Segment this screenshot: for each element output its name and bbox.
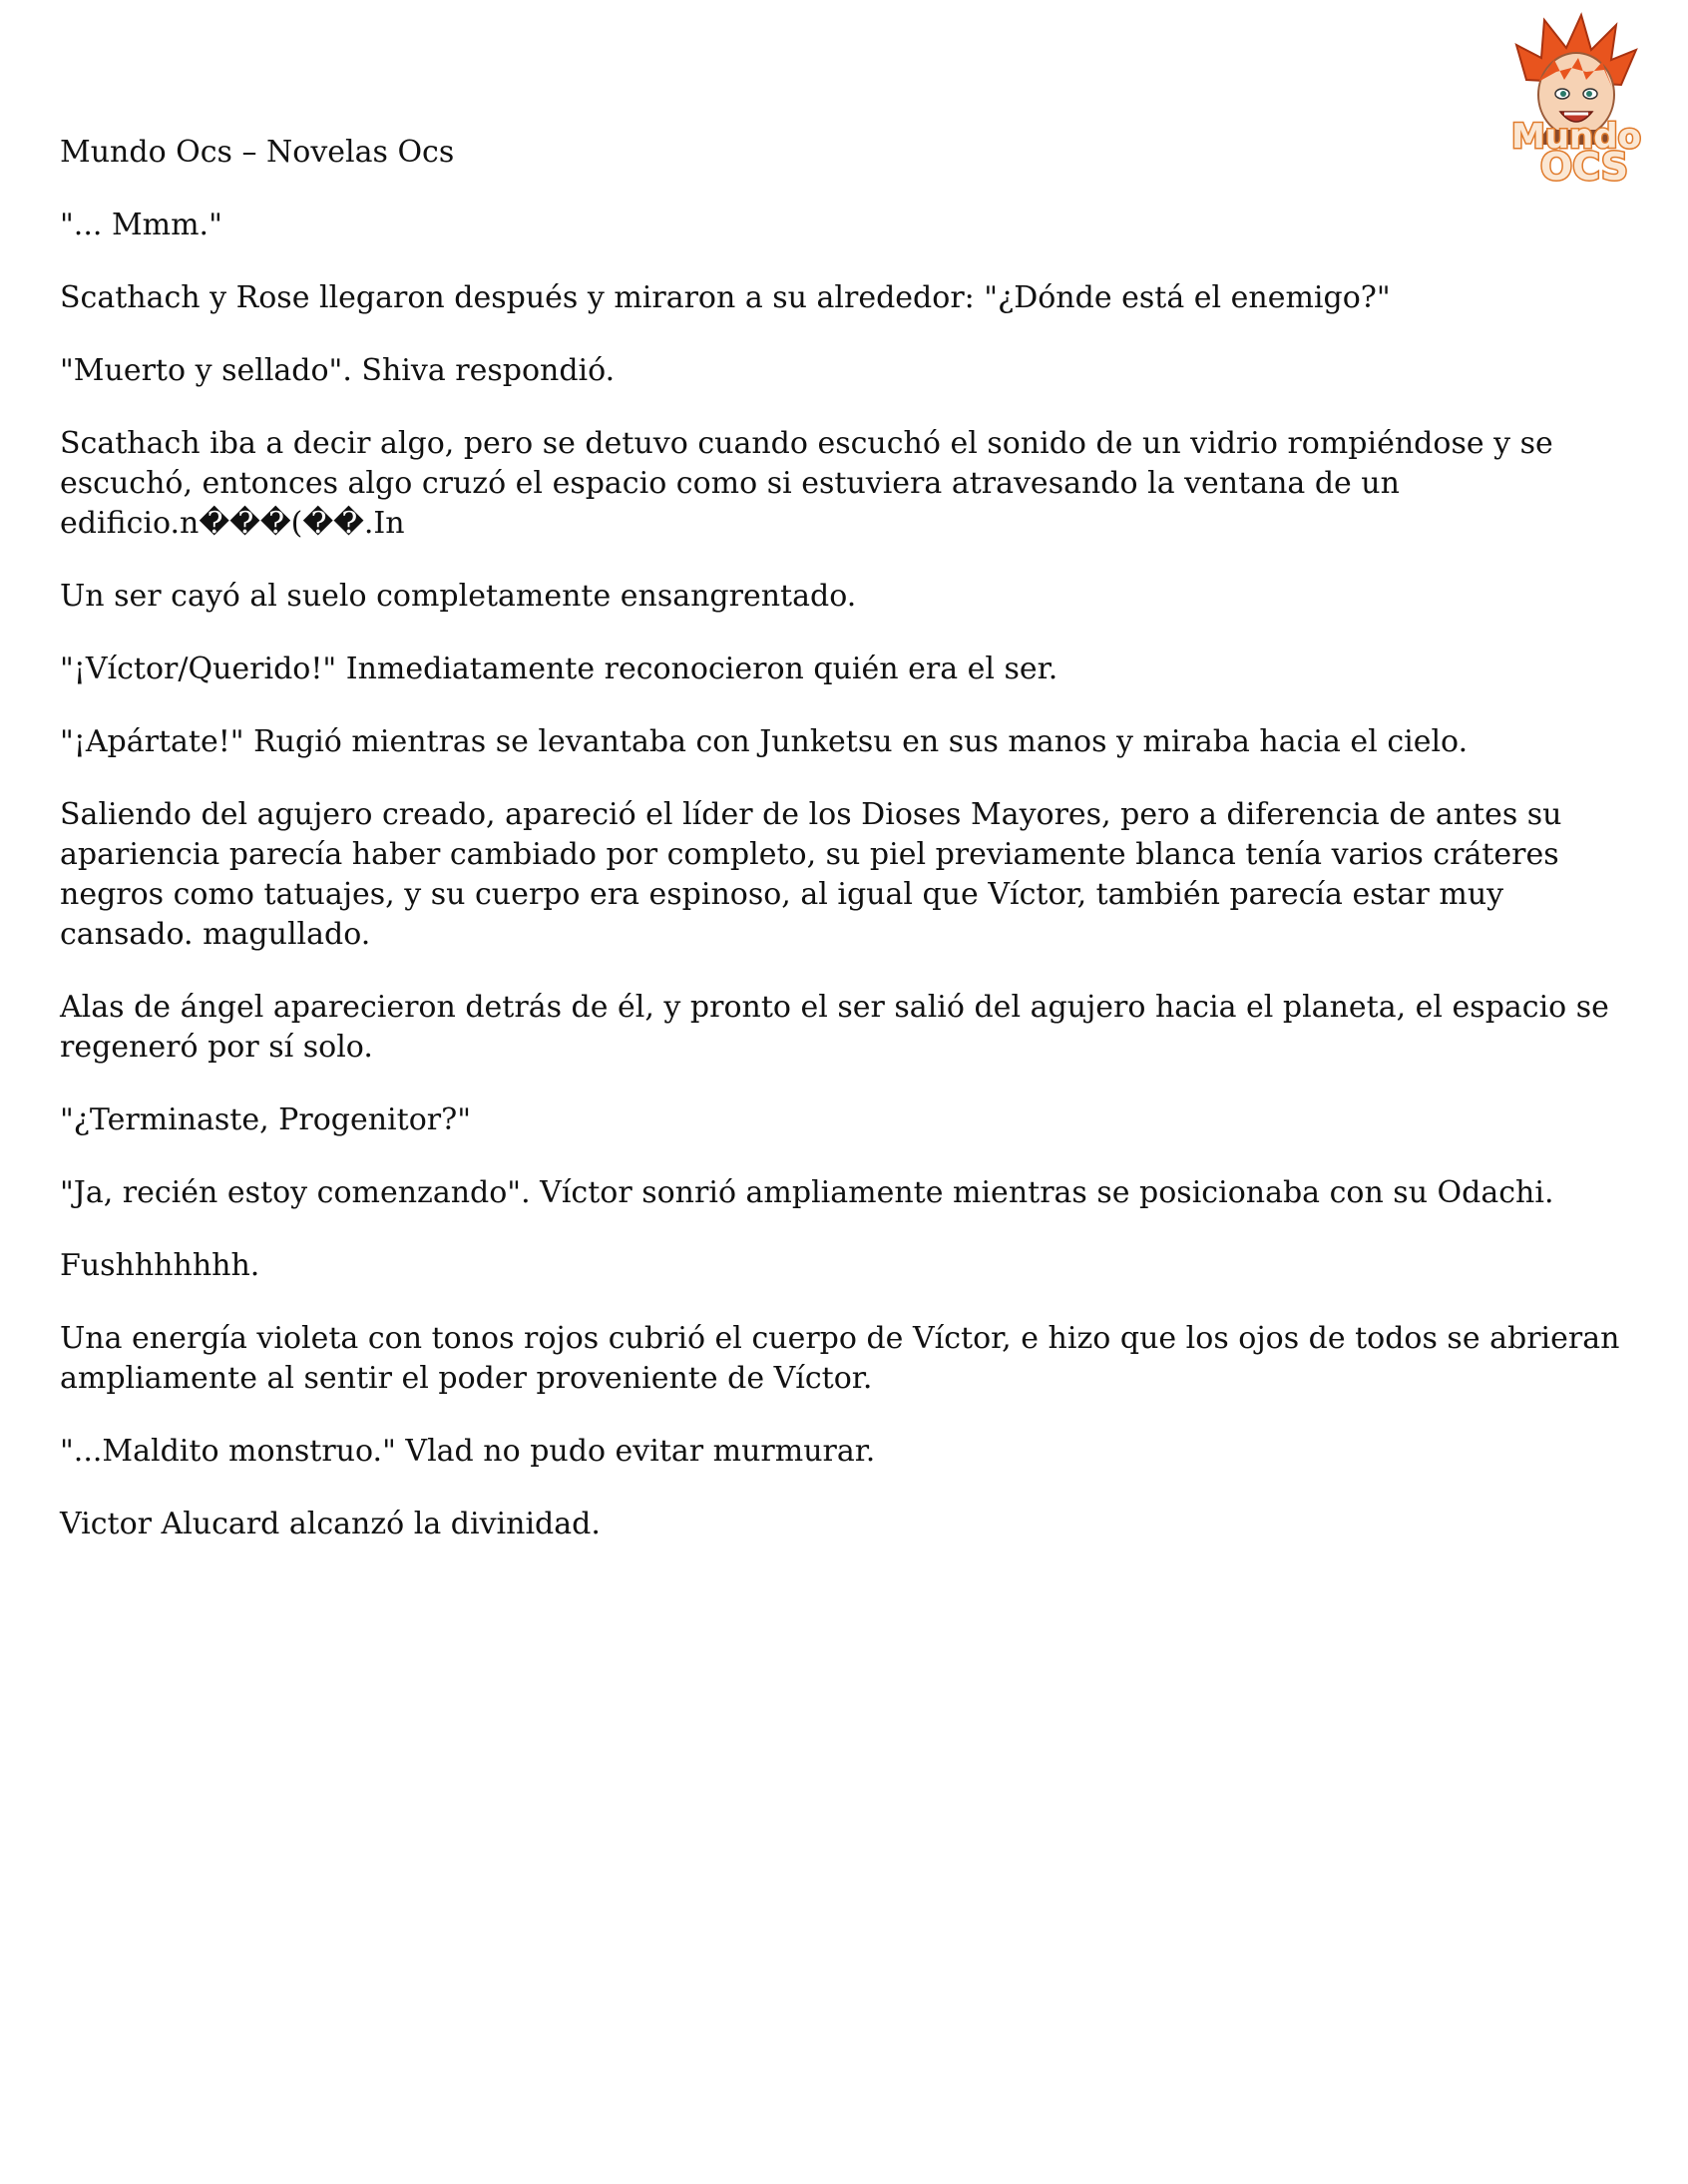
paragraph: Fushhhhhhh. <box>60 1248 260 1283</box>
paragraph: "¿Terminaste, Progenitor?" <box>60 1102 471 1137</box>
mundo-ocs-logo-icon <box>1486 10 1666 185</box>
paragraph: Scathach iba a decir algo, pero se detuvo cuando escuchó el sonido de un vidrio rompiéndose y se escuchó, entonces algo cruzó el espacio como si estuviera atravesando la ventana de un edificio.n���(��.In <box>60 426 1553 541</box>
document-header: Mundo Ocs – Novelas Ocs <box>60 135 455 170</box>
paragraph: Scathach y Rose llegaron después y miraron a su alrededor: "¿Dónde está el enemigo?" <box>60 280 1391 315</box>
paragraph: Saliendo del agujero creado, apareció el líder de los Dioses Mayores, pero a diferencia de antes su apariencia parecía haber cambiado por completo, su piel previamente blanca tenía varios cráteres negros como tatuajes, y su cuerpo era espinoso, al igual que Víctor, también parecía estar muy cansado. magullado. <box>60 797 1562 952</box>
paragraph: "... Mmm." <box>60 208 222 242</box>
svg-text:Mundo: Mundo <box>1511 117 1641 157</box>
paragraph: Un ser cayó al suelo completamente ensangrentado. <box>60 579 857 614</box>
paragraph: Una energía violeta con tonos rojos cubrió el cuerpo de Víctor, e hizo que los ojos de todos se abrieran ampliamente al sentir el poder proveniente de Víctor. <box>60 1321 1620 1396</box>
paragraph: "...Maldito monstruo." Vlad no pudo evitar murmurar. <box>60 1434 876 1469</box>
paragraph: Victor Alucard alcanzó la divinidad. <box>60 1507 601 1541</box>
svg-text:OCS: OCS <box>1539 145 1629 185</box>
paragraph: "¡Víctor/Querido!" Inmediatamente reconocieron quién era el ser. <box>60 652 1058 686</box>
paragraph: "¡Apártate!" Rugió mientras se levantaba con Junketsu en sus manos y miraba hacia el cielo. <box>60 724 1469 759</box>
paragraph: "Ja, recién estoy comenzando". Víctor sonrió ampliamente mientras se posicionaba con su Odachi. <box>60 1175 1554 1210</box>
chapter-body <box>60 206 1636 1577</box>
paragraph: Alas de ángel aparecieron detrás de él, y pronto el ser salió del agujero hacia el planeta, el espacio se regeneró por sí solo. <box>60 990 1609 1065</box>
paragraph: "Muerto y sellado". Shiva respondió. <box>60 353 616 388</box>
